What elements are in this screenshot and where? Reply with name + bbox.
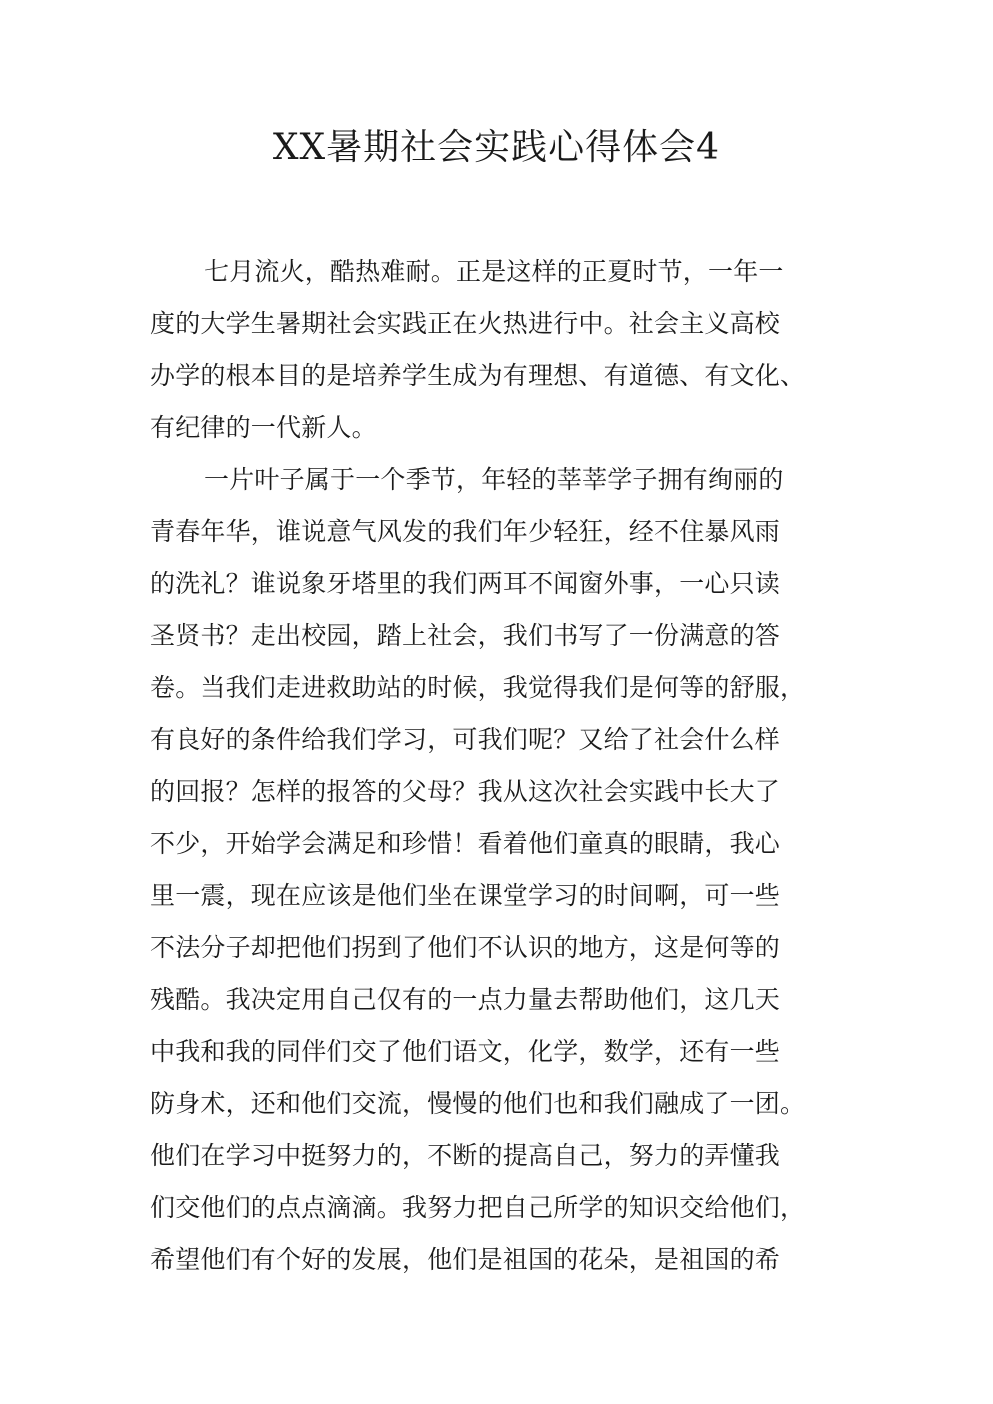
paragraph-2-line-9: 里一震，现在应该是他们坐在课堂学习的时间啊，可一些 [150,881,781,910]
paragraph-2-line-1: 一片叶子属于一个季节，年轻的莘莘学子拥有绚丽的 [204,465,784,494]
paragraph-1-line-4: 有纪律的一代新人。 [150,413,377,442]
paragraph-2-line-12: 中我和我的同伴们交了他们语文，化学，数学，还有一些 [150,1037,781,1066]
paragraph-2-line-14: 他们在学习中挺努力的，不断的提高自己，努力的弄懂我 [150,1141,781,1170]
document-title: XX暑期社会实践心得体会4 [272,127,721,168]
paragraph-2-line-3: 的洗礼？谁说象牙塔里的我们两耳不闻窗外事，一心只读 [150,569,781,598]
paragraph-1-line-2: 度的大学生暑期社会实践正在火热进行中。社会主义高校 [150,309,781,338]
paragraph-2-line-6: 有良好的条件给我们学习，可我们呢？又给了社会什么样 [150,725,781,754]
paragraph-2-line-13: 防身术，还和他们交流，慢慢的他们也和我们融成了一团。 [150,1089,806,1118]
paragraph-2-line-15: 们交他们的点点滴滴。我努力把自己所学的知识交给他们， [150,1193,806,1222]
document-body [150,246,840,1286]
paragraph-1-line-3: 办学的根本目的是培养学生成为有理想、有道德、有文化、 [150,361,806,390]
paragraph-2-line-16: 希望他们有个好的发展，他们是祖国的花朵，是祖国的希 [150,1245,781,1274]
paragraph-2-line-4: 圣贤书？走出校园，踏上社会，我们书写了一份满意的答 [150,621,781,650]
paragraph-2-line-2: 青春年华，谁说意气风发的我们年少轻狂，经不住暴风雨 [150,517,781,546]
paragraph-2-line-7: 的回报？怎样的报答的父母？我从这次社会实践中长大了 [150,777,781,806]
paragraph-1-line-1: 七月流火，酷热难耐。正是这样的正夏时节，一年一 [204,257,784,286]
paragraph-2-line-8: 不少，开始学会满足和珍惜！看着他们童真的眼睛，我心 [150,829,781,858]
paragraph-2-line-11: 残酷。我决定用自己仅有的一点力量去帮助他们，这几天 [150,985,781,1014]
paragraph-2-line-5: 卷。当我们走进救助站的时候，我觉得我们是何等的舒服， [150,673,806,702]
paragraph-2-line-10: 不法分子却把他们拐到了他们不认识的地方，这是何等的 [150,933,781,962]
